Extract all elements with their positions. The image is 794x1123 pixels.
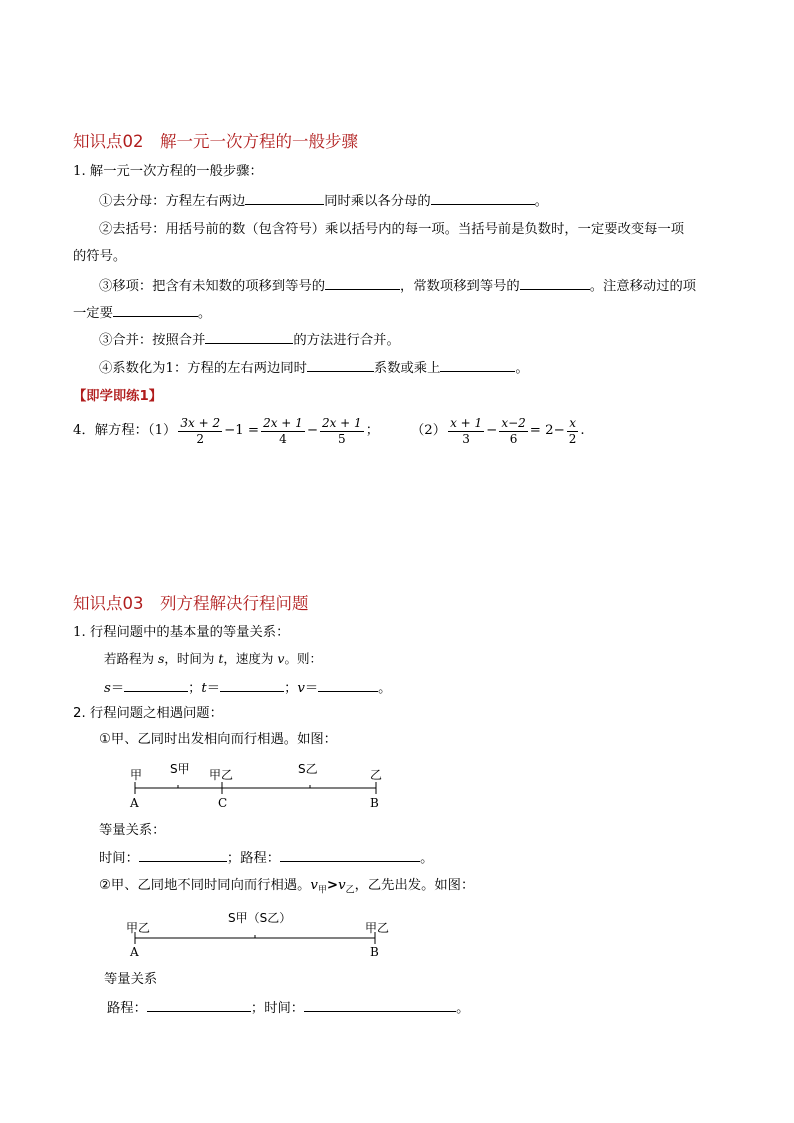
intro-line: 1. 解一元一次方程的一般步骤： [73, 164, 263, 179]
blank-field[interactable] [147, 998, 251, 1012]
step-1-text-c: 。 [534, 194, 548, 209]
distance-label: 路程： [107, 1001, 147, 1016]
problem-prefix: 4．解方程：（1） [73, 423, 177, 438]
period: 。 [456, 1001, 470, 1016]
blank-field[interactable] [307, 358, 374, 372]
subscript: 甲 [317, 885, 327, 896]
relation-label-1: 等量关系： [99, 823, 166, 838]
equals: ＝ [110, 681, 125, 696]
practice-tag: 【即学即练1】 [73, 389, 163, 404]
fraction [448, 416, 484, 447]
step-5-line [99, 358, 529, 378]
step-1-text-a: ①去分母：方程左右两边 [99, 194, 246, 209]
relation-label-2: 等量关系 [104, 972, 158, 987]
diagram-meet-same-direction [120, 905, 410, 963]
fraction-numerator: x [567, 416, 579, 432]
intro-line-3: 1. 行程问题中的基本量的等量关系： [73, 625, 290, 640]
label-b: B [370, 945, 379, 959]
operator: = 2− [529, 423, 565, 438]
step-4-text-a: ③合并：按照合并 [99, 333, 206, 348]
separator: ； [365, 423, 379, 438]
condition-text-d: 。则： [284, 651, 322, 666]
meet-title: 2. 行程问题之相遇问题： [73, 706, 223, 721]
label-top-left: 甲 [130, 768, 143, 782]
fraction-numerator: 2x + 1 [263, 415, 303, 430]
step-3-text-c: 。注意移动过的项 [589, 279, 697, 294]
label-a: A [130, 796, 139, 810]
fraction-numerator: x−2 [501, 415, 526, 430]
case-2-text-a: ②甲、乙同地不同时同向而行相遇。 [99, 878, 311, 893]
fraction [178, 416, 222, 447]
case-2-text-b: ，乙先出发。如图： [354, 878, 475, 893]
blank-field[interactable] [139, 848, 227, 862]
fraction-denominator: 6 [509, 431, 518, 446]
fraction-denominator: 3 [462, 431, 470, 446]
operator: − [306, 423, 318, 438]
section-heading-02: 知识点02 解一元一次方程的一般步骤 [73, 132, 358, 151]
blank-field[interactable] [205, 330, 293, 344]
condition-text-c: ，速度为 [223, 651, 278, 666]
fraction [320, 416, 364, 447]
fraction-denominator: 2 [568, 431, 577, 446]
label-top-left: 甲乙 [126, 921, 151, 935]
step-5-text-b: 系数或乘上 [373, 361, 441, 376]
blank-field[interactable] [245, 191, 324, 205]
var-v: v [310, 878, 318, 893]
step-3-text-d: 一定要 [73, 306, 113, 321]
step-5-text-c: 。 [515, 361, 529, 376]
var-v: v [297, 681, 305, 696]
blank-field[interactable] [280, 848, 420, 862]
separator: ； [226, 851, 241, 866]
fraction-denominator: 5 [338, 431, 346, 446]
blank-field[interactable] [520, 276, 590, 290]
blank-field[interactable] [113, 303, 198, 317]
blank-field[interactable] [304, 998, 456, 1012]
separator: ； [188, 681, 202, 696]
blank-field[interactable] [124, 678, 188, 692]
relation-line-1 [99, 848, 433, 868]
fraction-numerator: 3x + 2 [180, 415, 221, 430]
step-1-text-b: 同时乘以各分母的 [324, 194, 431, 209]
time-label: 时间： [264, 1001, 305, 1016]
operator: − [486, 423, 498, 438]
var-t: t [201, 681, 207, 696]
period: 。 [420, 851, 434, 866]
step-3-text-a: ③移项：把含有未知数的项移到等号的 [99, 279, 326, 294]
fraction [261, 416, 305, 447]
equals: ＝ [206, 681, 221, 696]
blank-field[interactable] [440, 358, 515, 372]
fraction-denominator: 4 [279, 431, 287, 446]
fraction-numerator: 2x + 1 [321, 415, 362, 430]
separator: ； [284, 681, 298, 696]
period: 。 [378, 681, 392, 696]
label-s-jia-yi: S甲（S乙） [228, 911, 292, 925]
greater-than: > [326, 878, 339, 893]
var-v: v [338, 878, 346, 893]
subscript: 乙 [345, 885, 355, 896]
section-heading-03: 知识点03 列方程解决行程问题 [73, 594, 309, 613]
blank-field[interactable] [325, 276, 400, 290]
condition-text-a: 若路程为 [104, 651, 158, 666]
step-3-text-b: ，常数项移到等号的 [400, 279, 520, 294]
step-2-line: ②去括号：用括号前的数（包含符号）乘以括号内的每一项。当括号前是负数时，一定要改变每一项 [99, 222, 685, 237]
step-2-line-cont: 的符号。 [73, 249, 127, 264]
separator: ； [250, 1001, 265, 1016]
blank-field[interactable] [431, 191, 535, 205]
fraction-denominator: 2 [196, 431, 205, 446]
var-v: v [277, 651, 285, 666]
operator: −1 = [224, 423, 260, 438]
condition-text-b: ，时间为 [164, 651, 219, 666]
fraction-numerator: x + 1 [450, 415, 483, 430]
blank-field[interactable] [318, 678, 378, 692]
condition-line [104, 650, 322, 668]
label-a: A [130, 945, 139, 959]
label-b: B [370, 796, 379, 810]
label-top-right: 乙 [370, 768, 383, 782]
case-2-text [99, 877, 474, 900]
case-1-text: ①甲、乙同时出发相向而行相遇。如图： [99, 732, 337, 747]
label-top-right: 甲乙 [365, 921, 390, 935]
blank-field[interactable] [220, 678, 284, 692]
label-c: C [218, 796, 228, 810]
step-4-line [99, 330, 400, 350]
fraction [567, 416, 579, 447]
step-3-line [99, 276, 696, 296]
step-3-text-e: 。 [197, 306, 212, 321]
label-s-yi: S乙 [298, 762, 318, 776]
problem-4 [73, 410, 585, 452]
problem-part-2: （2） [411, 423, 447, 438]
var-t: t [218, 651, 224, 666]
var-s: s [157, 651, 165, 666]
equals: ＝ [304, 681, 319, 696]
distance-label: 路程： [240, 851, 281, 866]
step-5-text-a: ④系数化为1：方程的左右两边同时 [99, 361, 307, 376]
fraction [499, 416, 527, 447]
time-label: 时间： [99, 851, 139, 866]
label-top-mid: 甲乙 [209, 768, 234, 782]
step-3-line-cont [73, 303, 211, 323]
step-1-line [99, 191, 548, 211]
diagram-meet-opposite [120, 756, 400, 814]
formula-line [104, 678, 391, 698]
var-s: s [104, 681, 111, 696]
relation-line-2 [107, 998, 469, 1018]
period: . [580, 423, 585, 438]
step-4-text-b: 的方法进行合并。 [293, 333, 400, 348]
label-s-jia: S甲 [170, 762, 190, 776]
